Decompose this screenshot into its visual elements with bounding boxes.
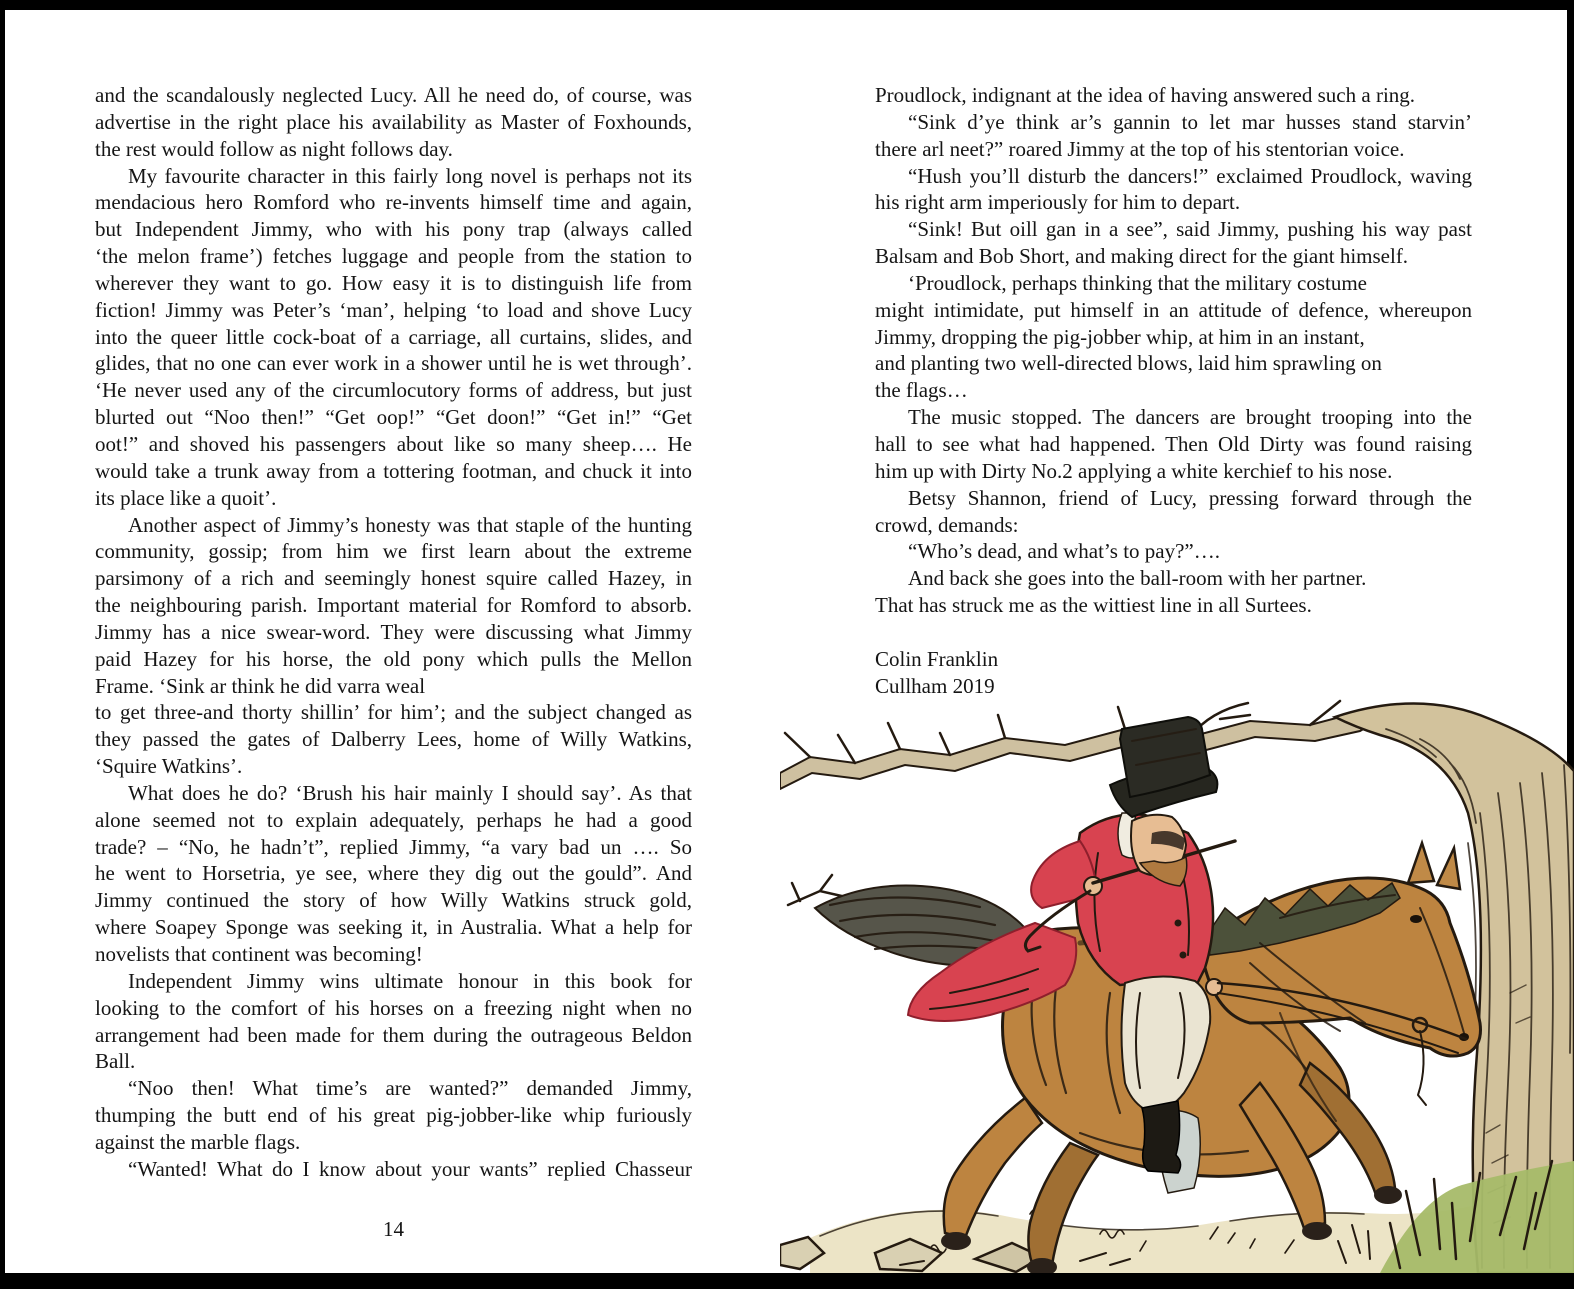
text-line: ‘He never used any of the circumlocutory forms of address, but just xyxy=(95,378,692,403)
horse-ear xyxy=(1408,843,1434,883)
text-line: Balsam and Bob Short, and making direct for the giant himself. xyxy=(875,244,1409,269)
text-line xyxy=(875,619,1472,646)
text-line: he went to Horsetria, ye see, where they dig out the gould”. And xyxy=(95,861,692,886)
text-line: Another aspect of Jimmy’s honesty was that staple of the hunting xyxy=(128,512,692,537)
text-line: crowd, demands: xyxy=(875,512,1019,537)
text-line: they passed the gates of Dalberry Lees, home of Willy Watkins, xyxy=(95,727,692,752)
text-line: Proudlock, indignant at the idea of having answered such a ring. xyxy=(875,83,1416,107)
text-line: Betsy Shannon, friend of Lucy, pressing forward through the xyxy=(908,485,1472,510)
text-line: Ball. xyxy=(95,1049,136,1074)
text-line: Jimmy has a nice swear-word. They were discussing what Jimmy xyxy=(95,619,692,644)
text-line: fiction! Jimmy was Peter’s ‘man’, helping ‘to load and shove Lucy xyxy=(95,297,692,322)
text-line: but Independent Jimmy, who with his pony trap (always called xyxy=(95,217,692,242)
text-line: into the queer little cock-boat of a carriage, all curtains, slides, and xyxy=(95,324,692,349)
text-line: its place like a quoit’. xyxy=(95,485,277,510)
text-line: him up with Dirty No.2 applying a white kerchief to his nose. xyxy=(875,458,1393,483)
text-line: and planting two well-directed blows, laid him sprawling on xyxy=(875,351,1382,376)
scan-border-bottom xyxy=(0,1273,1574,1289)
text-line: That has struck me as the wittiest line in all Surtees. xyxy=(875,593,1312,618)
text-line: “Sink d’ye think ar’s gannin to let mar husses stand starvin’ xyxy=(908,109,1472,134)
text-line: thumping the butt end of his great pig-jobber-like whip furiously xyxy=(95,1103,692,1128)
text-line: “Wanted! What do I know about your wants” replied Chasseur xyxy=(128,1156,692,1181)
text-line: where Soapey Sponge was seeking it, in Australia. What a help for xyxy=(95,915,692,940)
page-number: 14 xyxy=(383,1217,404,1241)
text-line: “Hush you’ll disturb the dancers!” exclaimed Proudlock, waving xyxy=(908,163,1472,188)
text-line: parsimony of a rich and seemingly honest squire called Hazey, in xyxy=(95,566,692,591)
text-line: there arl neet?” roared Jimmy at the top of his stentorian voice. xyxy=(875,136,1405,161)
text-line: the flags… xyxy=(875,378,968,403)
text-line: looking to the comfort of his horses on a freezing night when no xyxy=(95,995,692,1020)
text-line: What does he do? ‘Brush his hair mainly I should say’. As that xyxy=(128,780,692,805)
text-line: “Sink! But oill gan in a see”, said Jimmy, pushing his way past xyxy=(908,217,1472,242)
text-line: glides, that no one can ever work in a shower until he is wet through’. xyxy=(95,351,692,376)
text-line: “Who’s dead, and what’s to pay?”…. xyxy=(908,539,1220,564)
text-line: oot!” and shoved his passengers about like so many sheep…. He xyxy=(95,431,692,456)
text-line: ‘Squire Watkins’. xyxy=(95,754,243,779)
text-line: paid Hazey for his horse, the old pony which pulls the Mellon xyxy=(95,646,692,671)
text-line: And back she goes into the ball-room with her partner. xyxy=(908,566,1367,591)
text-line: to get three-and thorty shillin’ for him’; and the subject changed as xyxy=(95,700,692,725)
text-line: advertise in the right place his availability as Master of Foxhounds, xyxy=(95,109,692,134)
text-line: his right arm imperiously for him to depart. xyxy=(875,190,1241,215)
text-line: The music stopped. The dancers are brought trooping into the xyxy=(908,405,1472,430)
left-text-column xyxy=(95,82,692,1183)
text-line: alone seemed not to explain adequately, perhaps he had a good xyxy=(95,807,692,832)
text-line: would take a trunk away from a tottering footman, and chuck it into xyxy=(95,458,692,483)
text-line: wherever they want to go. How easy it is to distinguish life from xyxy=(95,270,692,295)
horse-ear xyxy=(1437,848,1460,889)
text-line: Jimmy continued the story of how Willy Watkins struck gold, xyxy=(95,888,692,913)
text-line: Frame. ‘Sink ar think he did varra weal xyxy=(95,673,426,698)
text-line: mendacious hero Romford who re-invents himself time and again, xyxy=(95,190,692,215)
text-line: “Noo then! What time’s are wanted?” demanded Jimmy, xyxy=(128,1076,692,1101)
horse-eye xyxy=(1410,915,1422,923)
text-line: ‘Proudlock, perhaps thinking that the military costume xyxy=(908,270,1367,295)
text-line: hall to see what had happened. Then Old Dirty was found raising xyxy=(875,431,1472,456)
rider-boot xyxy=(1142,1101,1181,1173)
hunting-illustration xyxy=(780,693,1574,1273)
text-line: and the scandalously neglected Lucy. All he need do, of course, was xyxy=(95,83,692,107)
text-line: community, gossip; from him we first learn about the extreme xyxy=(95,539,692,564)
text-line: the neighbouring parish. Important material for Romford to absorb. xyxy=(95,593,692,618)
text-line: novelists that continent was becoming! xyxy=(95,942,423,966)
text-line: the rest would follow as night follows day. xyxy=(95,136,453,161)
text-line: blurted out “Noo then!” “Get oop!” “Get doon!” “Get in!” “Get xyxy=(95,405,692,430)
text-line: Colin Franklin xyxy=(875,646,999,671)
text-line: against the marble flags. xyxy=(95,1129,301,1154)
text-line: ‘the melon frame’) fetches luggage and people from the station to xyxy=(95,244,692,269)
text-line: Cullham 2019 xyxy=(875,673,995,698)
text-line: arrangement had been made for them during the outrageous Beldon xyxy=(95,1022,692,1047)
text-line: might intimidate, put himself in an attitude of defence, whereupon xyxy=(875,297,1472,322)
text-line: trade? – “No, he hadn’t”, replied Jimmy, “a vary bad un …. So xyxy=(95,834,692,859)
text-line: Jimmy, dropping the pig-jobber whip, at him in an instant, xyxy=(875,324,1365,349)
text-line: My favourite character in this fairly long novel is perhaps not its xyxy=(128,163,692,188)
text-line: Independent Jimmy wins ultimate honour in this book for xyxy=(128,968,692,993)
right-text-column xyxy=(875,82,1472,699)
